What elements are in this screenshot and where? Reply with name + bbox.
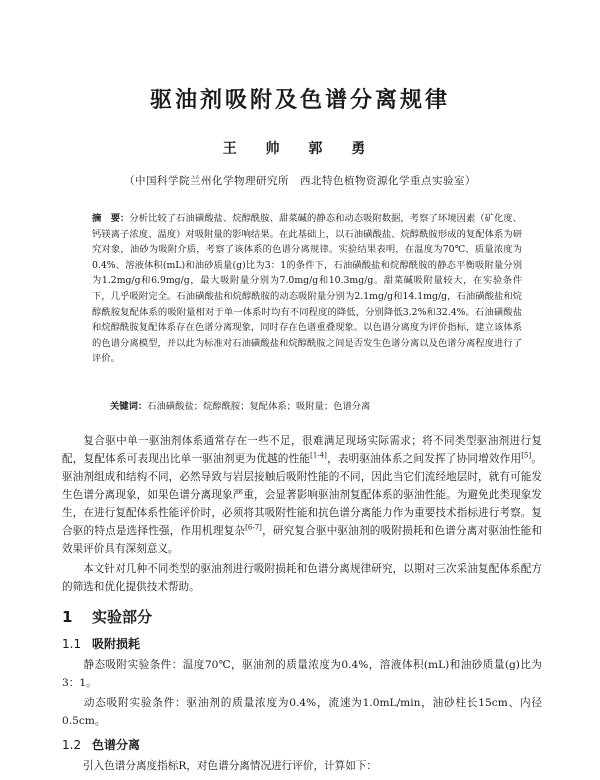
intro-text-c: 。驱油剂组成和结构不同，必然导致与岩层接触后吸附性能的不同，因此当它们流经地层时，就有可能发生色谱分离现象，如果色谱分离现象严重，会显著影响驱油剂复配体系的驱油性能。为避免此类现象发生，在进行复配体系性能评价时，必须将其吸附性能和抗色谱分离能力作为重要技术指标进行考察。复合驱的特点是选择性强，作用机理复杂 [62,453,543,538]
intro-text-a: 复合驱中单一驱油剂体系通常存在一些不足，很难满足现场实际需求；将不同类型驱油剂进行复配，复配体系可表现出比单一驱油剂更为优越的性能 [62,435,542,466]
citation-2: [5] [521,451,532,460]
static-adsorption-paragraph [62,656,542,692]
subsection-number: 1.2 [62,738,82,752]
keywords-text: 石油磺酸盐；烷醇酰胺；复配体系；吸附量；色谱分离 [147,401,371,412]
affiliation: （中国科学院兰州化学物理研究所 西北特色植物资源化学重点实验室） [124,175,476,187]
keywords [110,398,530,412]
abstract-text: 分析比较了石油磺酸盐、烷醇酰胺、甜菜碱的静态和动态吸附数据，考察了环境因素（矿化度、钙镁离子浓度、温度）对吸附量的影响结果。在此基础上，以石油磺酸盐、烷醇酰胺形成的复配体系为研究对象，油砂为吸附介质，考察了该体系的色谱分离规律。实验结果表明，在温度为70℃、质量浓度为0.4%、溶液体积(mL)和油砂质量(g)比为3：1的条件下，石油磺酸盐和烷醇酰胺的静态平衡吸附量分别为1.2mg/g和6.9mg/g，最大吸附量分别为7.0mg/g和10.3mg/g。甜菜碱吸附量较大，在实验条件下，几乎吸附完全。石油磺酸盐和烷醇酰胺的动态吸附量分别为2.1mg/g和14.1mg/g，石油磺酸盐和烷醇酰胺复配体系的吸附量相对于单一体系时均有不同程度的降低，分别降低3.2%和32.4%。石油磺酸盐和烷醇酰胺复配体系存在色谱分离现象，同时存在色谱重叠现象。以色谱分离度为评价指标，建立该体系的色谱分离模型，并以此为标准对石油磺酸盐和烷醇酰胺之间是否发生色谱分离以及色谱分离程度进行了评价。 [92,213,522,365]
intro-text-d: ，研究复合驱中驱油剂的吸附损耗和色谱分离对驱油性能和效果评价具有深刻意义。 [62,525,543,556]
subsection-number: 1.1 [62,637,82,651]
citation-3: [6-7] [245,523,262,532]
chromatography-paragraph [62,757,542,775]
intro-paragraph-2 [62,560,542,596]
subsection-heading-1-1 [62,635,140,652]
intro-paragraph-1 [62,432,542,558]
authors: 王 帅 郭 勇 [222,141,378,157]
intro-text-p2: 本文针对几种不同类型的驱油剂进行吸附损耗和色谱分离规律研究，以期对三次采油复配体系配方的筛选和优化提供技术帮助。 [62,563,542,594]
subsection-title: 色谱分离 [92,738,141,752]
paper-title: 驱油剂吸附及色谱分离规律 [149,88,450,113]
keywords-label: 关键词： [110,401,148,412]
dynamic-adsorption-text: 动态吸附实验条件：驱油剂的质量浓度为0.4%，流速为1.0mL/min，油砂柱长15cm、内径0.5cm。 [62,697,542,728]
subsection-title: 吸附损耗 [92,637,141,651]
abstract-label: 摘 要： [92,213,130,224]
dynamic-adsorption-paragraph [62,694,542,730]
intro-text-b: ，表明驱油体系之间发挥了协同增效作用 [326,453,522,466]
section-number: 1 [62,608,73,626]
subsection-heading-1-2 [62,736,140,753]
static-adsorption-text: 静态吸附实验条件：温度70℃，驱油剂的质量浓度为0.4%，溶液体积(mL)和油砂质量(g)比为3：1。 [62,659,542,690]
chromatography-text: 引入色谱分离度指标R，对色谱分离情况进行评价，计算如下： [83,760,378,772]
abstract [92,211,522,367]
section-title: 实验部分 [92,608,153,626]
citation-1: [1-4] [310,451,327,460]
section-heading-1 [62,606,152,627]
